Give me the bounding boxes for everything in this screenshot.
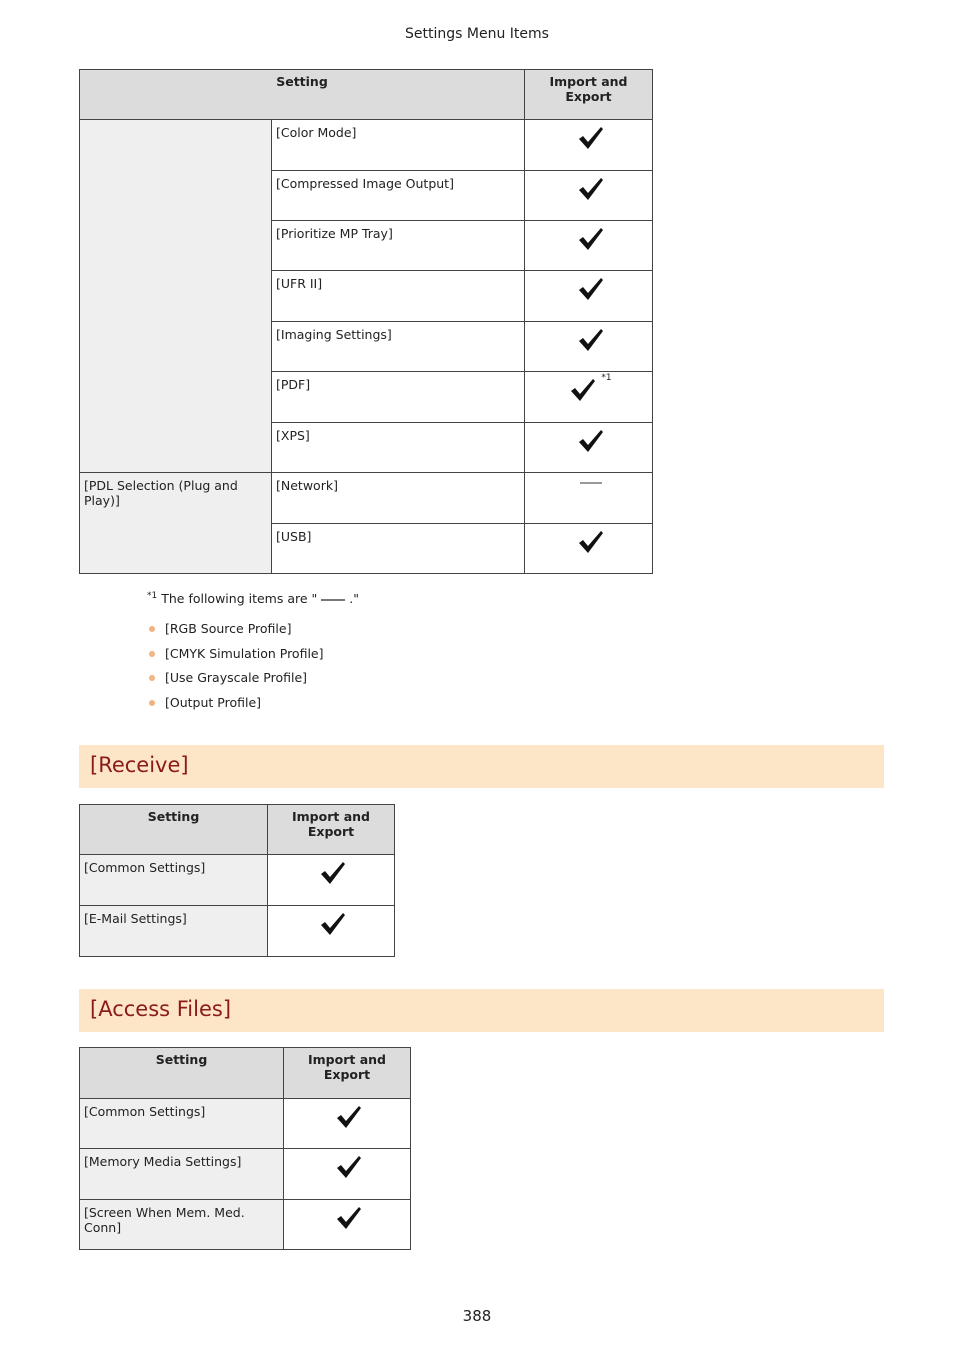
setting-label: [Common Settings] <box>80 855 268 906</box>
list-item <box>147 642 324 667</box>
check-icon <box>335 1205 363 1231</box>
import-export-cell <box>525 322 653 372</box>
table-row <box>80 1149 411 1200</box>
section-heading-access-files <box>79 989 884 1032</box>
list-item <box>147 617 324 642</box>
check-icon <box>569 377 597 403</box>
page-number: 388 <box>462 1307 492 1325</box>
import-export-cell <box>284 1099 411 1149</box>
import-export-cell <box>525 171 653 221</box>
setting-label: [Compressed Image Output] <box>272 171 525 221</box>
import-export-cell <box>525 423 653 473</box>
check-icon <box>319 860 347 886</box>
import-export-cell <box>525 221 653 271</box>
setting-label: [Common Settings] <box>80 1099 284 1149</box>
table-row <box>80 1099 411 1149</box>
setting-label: [Prioritize MP Tray] <box>272 221 525 271</box>
import-export-cell <box>525 473 653 524</box>
table-row <box>80 855 395 906</box>
check-icon <box>577 327 605 353</box>
column-header-import-export: Import and Export <box>525 70 653 120</box>
setting-label: [Imaging Settings] <box>272 322 525 372</box>
check-icon <box>577 226 605 252</box>
check-icon <box>335 1104 363 1130</box>
import-export-cell <box>268 906 395 957</box>
setting-label: [USB] <box>272 524 525 574</box>
section-heading-receive <box>79 745 884 788</box>
list-item <box>147 666 324 691</box>
column-header-setting: Setting <box>80 805 268 855</box>
setting-label: [Color Mode] <box>272 120 525 171</box>
footnote-text-before: The following items are " <box>161 591 318 606</box>
bullet-icon <box>149 700 155 706</box>
footnote-ref: *1 <box>601 373 612 383</box>
check-icon <box>577 125 605 151</box>
list-item <box>147 691 324 716</box>
bullet-icon <box>149 675 155 681</box>
import-export-cell <box>284 1200 411 1250</box>
setting-label: [Memory Media Settings] <box>80 1149 284 1200</box>
list-item-text: [RGB Source Profile] <box>165 621 292 636</box>
check-icon <box>577 529 605 555</box>
column-header-setting: Setting <box>80 70 525 120</box>
table-row <box>80 120 653 171</box>
table-row <box>80 473 653 524</box>
settings-table <box>79 69 653 574</box>
column-header-import-export: Import and Export <box>284 1048 411 1099</box>
import-export-cell <box>525 271 653 322</box>
list-item-text: [Use Grayscale Profile] <box>165 670 308 685</box>
section-title: [Receive] <box>90 753 189 777</box>
section-title: [Access Files] <box>90 997 232 1021</box>
footnote-text-after: ." <box>349 591 360 606</box>
import-export-cell <box>525 524 653 574</box>
receive-table <box>79 804 395 957</box>
dash-icon <box>321 599 345 601</box>
access-files-table <box>79 1047 411 1250</box>
import-export-cell <box>268 855 395 906</box>
table-row <box>80 1200 411 1250</box>
dash-icon <box>580 482 602 484</box>
import-export-cell <box>525 372 653 423</box>
check-icon <box>335 1154 363 1180</box>
column-header-setting: Setting <box>80 1048 284 1099</box>
check-icon <box>577 176 605 202</box>
import-export-cell <box>525 120 653 171</box>
footnote <box>147 591 359 606</box>
bullet-icon <box>149 651 155 657</box>
group-label: [PDL Selection (Plug and Play)] <box>80 473 272 574</box>
setting-label: [Screen When Mem. Med. Conn] <box>80 1200 284 1250</box>
import-export-cell <box>284 1149 411 1200</box>
table-row <box>80 906 395 957</box>
check-icon <box>319 911 347 937</box>
setting-label: [Network] <box>272 473 525 524</box>
group-cell-empty <box>80 120 272 473</box>
list-item-text: [Output Profile] <box>165 694 262 710</box>
bullet-icon <box>149 626 155 632</box>
check-icon <box>577 276 605 302</box>
column-header-import-export: Import and Export <box>268 805 395 855</box>
page-header-title: Settings Menu Items <box>405 26 549 42</box>
check-icon <box>577 428 605 454</box>
footnote-marker: *1 <box>147 591 158 601</box>
setting-label: [E-Mail Settings] <box>80 906 268 957</box>
setting-label: [XPS] <box>272 423 525 473</box>
list-item-text: [CMYK Simulation Profile] <box>165 645 324 661</box>
setting-label: [UFR II] <box>272 271 525 322</box>
footnote-list <box>147 617 324 715</box>
setting-label: [PDF] <box>272 372 525 423</box>
